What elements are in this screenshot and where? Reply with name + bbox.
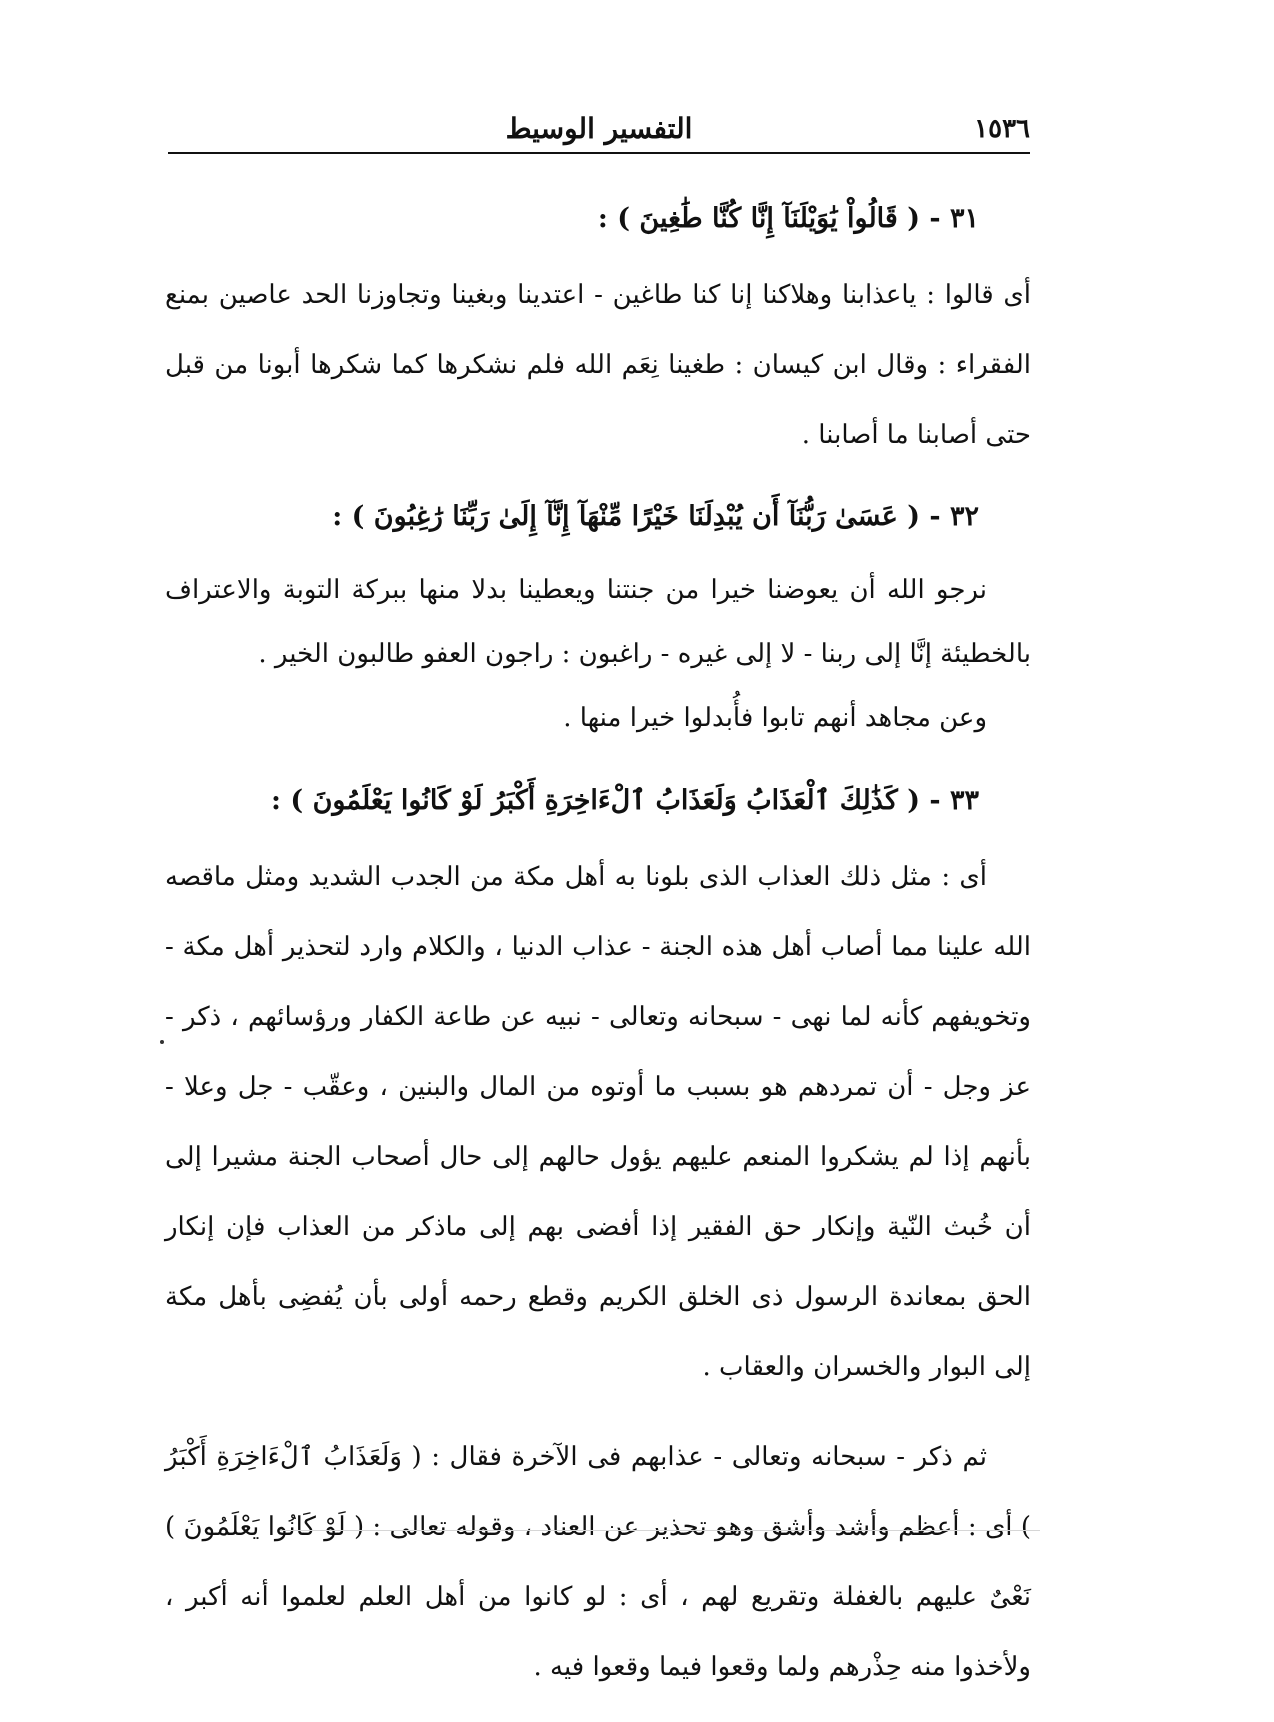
- verse-32-heading: ٣٢ - ( عَسَىٰ رَبُّنَآ أَن يُبْدِلَنَا خَيْرًا مِّنْهَآ إِنَّآ إِلَىٰ رَبِّنَا رَٰغِبُونَ ) :: [332, 501, 979, 532]
- header-rule: [168, 152, 1030, 154]
- scan-speck: [160, 1040, 164, 1044]
- book-title: التفسير الوسيط: [505, 112, 693, 145]
- verse-31-heading: ٣١ - ( قَالُواْ يَٰوَيْلَنَآ إِنَّا كُنَّا طَٰغِينَ ) :: [597, 203, 979, 234]
- page-number: ١٥٣٦: [974, 114, 1030, 144]
- verse-32-mujahid-note: وعن مجاهد أنهم تابوا فأُبدلوا خيرا منها .: [563, 703, 987, 733]
- page-header: [168, 108, 1030, 152]
- verse-33-afterlife-commentary: ثم ذكر - سبحانه وتعالى - عذابهم فى الآخرة فقال : ( وَلَعَذَابُ ٱلْءَاخِرَةِ أَكْبَرُ ) أى : أعظم وأشد وأشق وهو تحذير عن العناد ، وقوله تعالى : ( لَوْ كَانُوا يَعْلَمُونَ ) نَعْىٌ عليهم بالغفلة وتقريع لهم ، أى : لو كانوا من أهل العلم لعلموا أنه أكبر ، ولأخذوا منه حِذْرهم ولما وقعوا فيما وقعوا فيه .: [165, 1442, 1031, 1682]
- verse-33-commentary: أى : مثل ذلك العذاب الذى بلونا به أهل مكة من الجدب الشديد ومثل ماقصه الله علينا مما أصاب أهل هذه الجنة - عذاب الدنيا ، والكلام وارد لتحذير أهل مكة - وتخويفهم كأنه لما نهى - سبحانه وتعالى - نبيه عن طاعة الكفار ورؤسائهم ، ذكر - عز وجل - أن تمردهم هو بسبب ما أوتوه من المال والبنين ، وعقّب - جل وعلا - بأنهم إذا لم يشكروا المنعم عليهم يؤول حالهم إلى حال أصحاب الجنة مشيرا إلى أن خُبث النّية وإنكار حق الفقير إذا أفضى بهم إلى ماذكر من العذاب فإن إنكار الحق بمعاندة الرسول ذى الخلق الكريم وقطع رحمه أولى بأن يُفضِى بأهل مكة إلى البوار والخسران والعقاب .: [165, 862, 1031, 1382]
- verse-32-commentary: نرجو الله أن يعوضنا خيرا من جنتنا ويعطينا بدلا منها ببركة التوبة والاعتراف بالخطيئة إنَّا إلى ربنا - لا إلى غيره - راغبون : راجون العفو طالبون الخير .: [165, 575, 1031, 669]
- scan-edge-line: [280, 1530, 1040, 1535]
- page-body: [165, 192, 1031, 1722]
- verse-31-commentary: أى قالوا : ياعذابنا وهلاكنا إنا كنا طاغين - اعتدينا وبغينا وتجاوزنا الحد عاصين بمنع الفقراء : وقال ابن كيسان : طغينا نِعَم الله فلم نشكرها كما شكرها أبونا من قبل حتى أصابنا ما أصابنا .: [165, 280, 1031, 450]
- verse-33-heading: ٣٣ - ( كَذَٰلِكَ ٱلْعَذَابُ وَلَعَذَابُ ٱلْءَاخِرَةِ أَكْبَرُ لَوْ كَانُوا يَعْلَمُونَ ) :: [271, 785, 979, 816]
